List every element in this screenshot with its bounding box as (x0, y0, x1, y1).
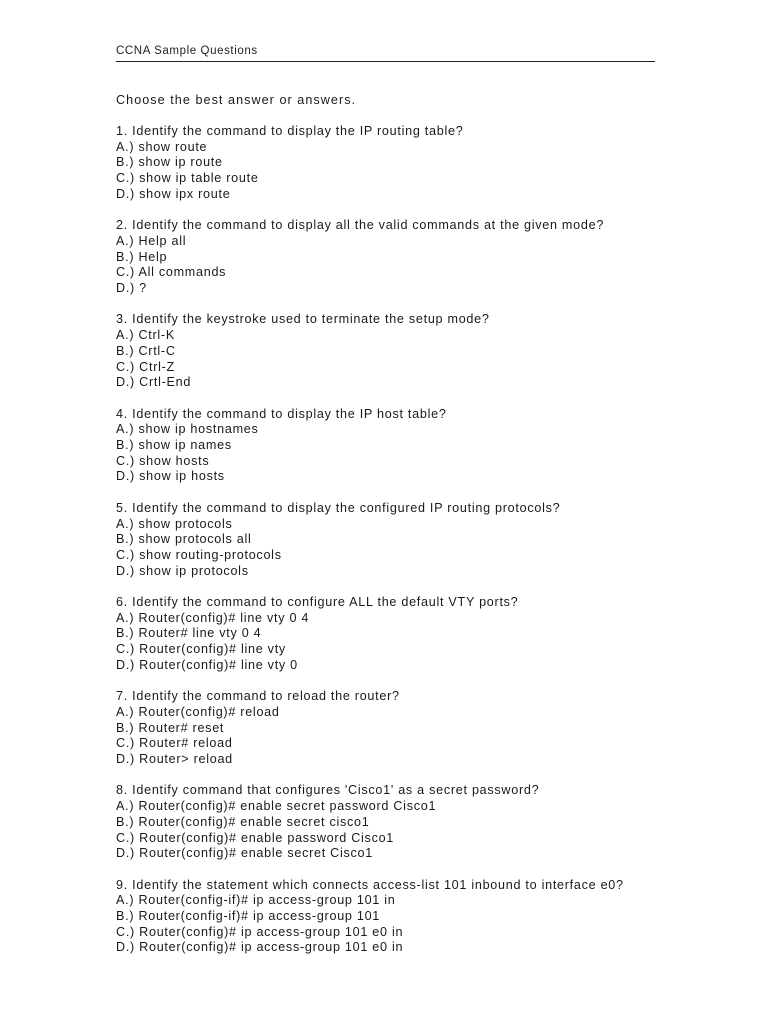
answer-option-d: D.) Router(config)# ip access-group 101 e0 in (116, 940, 404, 955)
answer-option-b: B.) Crtl-C (116, 343, 176, 358)
answer-option-d: D.) show ip hosts (116, 469, 225, 484)
answer-option-a: A.) show route (116, 139, 208, 154)
question-prompt: 6. Identify the command to configure ALL the default VTY ports? (116, 595, 519, 610)
question-9 (116, 878, 656, 957)
answer-option-b: B.) Router(config-if)# ip access-group 101 (116, 909, 381, 924)
answer-option-b: B.) show ip names (116, 438, 232, 453)
answer-option-c: C.) Ctrl-Z (116, 359, 175, 374)
answer-option-a: A.) Router(config-if)# ip access-group 101 in (116, 893, 396, 908)
question-prompt: 9. Identify the statement which connects access-list 101 inbound to interface e0? (116, 877, 624, 892)
answer-option-c: C.) Router(config)# line vty (116, 642, 286, 657)
answer-option-b: B.) Router# reset (116, 720, 225, 735)
answer-option-c: C.) Router(config)# enable password Cisco1 (116, 830, 395, 845)
answer-option-d: D.) ? (116, 281, 147, 296)
answer-option-a: A.) Ctrl-K (116, 328, 175, 343)
answer-option-d: D.) Crtl-End (116, 375, 192, 390)
question-6 (116, 595, 656, 674)
question-list (116, 124, 656, 972)
question-7 (116, 689, 656, 768)
answer-option-d: D.) Router(config)# line vty 0 (116, 657, 298, 672)
answer-option-a: A.) Router(config)# line vty 0 4 (116, 610, 310, 625)
answer-option-b: B.) Router# line vty 0 4 (116, 626, 262, 641)
question-prompt: 8. Identify command that configures 'Cisco1' as a secret password? (116, 783, 540, 798)
answer-option-b: B.) show protocols all (116, 532, 252, 547)
answer-option-d: D.) show ip protocols (116, 563, 249, 578)
question-3 (116, 312, 656, 391)
question-prompt: 7. Identify the command to reload the router? (116, 689, 400, 704)
answer-option-a: A.) Help all (116, 233, 187, 248)
answer-option-c: C.) show hosts (116, 453, 210, 468)
question-2 (116, 218, 656, 297)
question-prompt: 4. Identify the command to display the IP host table? (116, 406, 447, 421)
answer-option-a: A.) Router(config)# reload (116, 704, 280, 719)
running-header: CCNA Sample Questions (116, 45, 258, 57)
question-5 (116, 501, 656, 580)
answer-option-c: C.) Router# reload (116, 736, 233, 751)
question-4 (116, 407, 656, 486)
answer-option-a: A.) show ip hostnames (116, 422, 259, 437)
answer-option-b: B.) Router(config)# enable secret cisco1 (116, 814, 370, 829)
answer-option-d: D.) Router(config)# enable secret Cisco1 (116, 846, 373, 861)
answer-option-c: C.) show ip table route (116, 171, 259, 186)
question-prompt: 2. Identify the command to display all the valid commands at the given mode? (116, 218, 605, 233)
question-prompt: 3. Identify the keystroke used to terminate the setup mode? (116, 312, 490, 327)
question-prompt: 5. Identify the command to display the configured IP routing protocols? (116, 500, 561, 515)
question-8 (116, 783, 656, 862)
answer-option-b: B.) show ip route (116, 155, 223, 170)
answer-option-a: A.) show protocols (116, 516, 233, 531)
answer-option-b: B.) Help (116, 249, 168, 264)
question-prompt: 1. Identify the command to display the IP routing table? (116, 124, 464, 138)
answer-option-c: C.) All commands (116, 265, 227, 280)
answer-option-d: D.) show ipx route (116, 186, 231, 201)
question-1 (116, 124, 656, 203)
answer-option-c: C.) show routing-protocols (116, 547, 282, 562)
answer-option-c: C.) Router(config)# ip access-group 101 e0 in (116, 924, 404, 939)
answer-option-a: A.) Router(config)# enable secret password Cisco1 (116, 799, 437, 814)
header-rule (116, 61, 655, 62)
answer-option-d: D.) Router> reload (116, 752, 233, 767)
instructions-text: Choose the best answer or answers. (116, 93, 357, 107)
